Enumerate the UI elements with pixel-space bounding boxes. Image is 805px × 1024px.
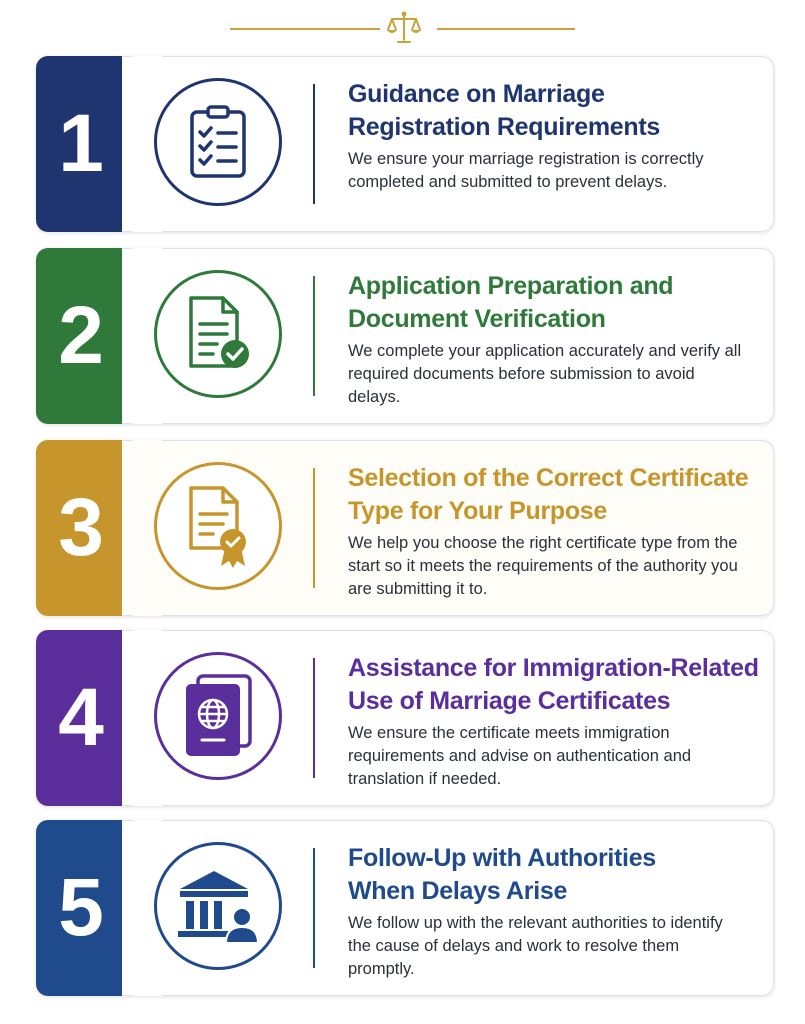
step-card-2 [36,248,774,424]
step-number: 1 [58,98,104,189]
divider [313,276,315,396]
step-card-3 [36,440,774,616]
step-title [348,652,768,718]
title-line-2: Document Verification [348,305,606,333]
step-title [348,270,768,336]
title-line-2: When Delays Arise [348,877,568,905]
title-line-2: Type for Your Purpose [348,497,608,525]
step-card-4 [36,630,774,806]
document-check-icon [154,270,282,398]
divider [313,468,315,588]
passport-icon [154,652,282,780]
title-line-1: Guidance on Marriage [348,80,605,108]
step-title [348,462,768,528]
ornament-line-right [437,28,575,30]
step-description: We complete your application accurately and verify all required documents before submission to avoid delays. [348,342,742,406]
government-building-person-icon [154,842,282,970]
title-line-2: Use of Marriage Certificates [348,687,671,715]
divider [313,658,315,778]
title-line-2: Registration Requirements [348,113,661,141]
step-description: We ensure the certificate meets immigration requirements and advise on authentication and translation if needed. [348,724,692,788]
divider [313,848,315,968]
certificate-ribbon-icon [154,462,282,590]
title-line-1: Selection of the Correct Certificate [348,464,749,492]
step-card-5 [36,820,774,996]
step-number: 3 [58,482,104,573]
top-ornament [0,10,805,46]
step-description: We ensure your marriage registration is correctly completed and submitted to prevent delays. [348,150,704,191]
divider [313,84,315,204]
step-description: We follow up with the relevant authorities to identify the cause of delays and work to resolve them promptly. [348,914,723,978]
title-line-1: Assistance for Immigration-Related [348,654,759,682]
ornament-line-left [230,28,380,30]
step-number: 4 [58,672,104,763]
step-number: 2 [58,290,104,381]
step-card-1 [36,56,774,232]
title-line-1: Application Preparation and [348,272,674,300]
title-line-1: Follow-Up with Authorities [348,844,656,872]
step-description: We help you choose the right certificate type from the start so it meets the requirements of the authority you are submitting it to. [348,534,738,598]
step-title [348,842,768,908]
step-number: 5 [58,862,104,953]
clipboard-checklist-icon [154,78,282,206]
step-title [348,78,768,144]
scales-of-justice-icon [387,10,421,46]
